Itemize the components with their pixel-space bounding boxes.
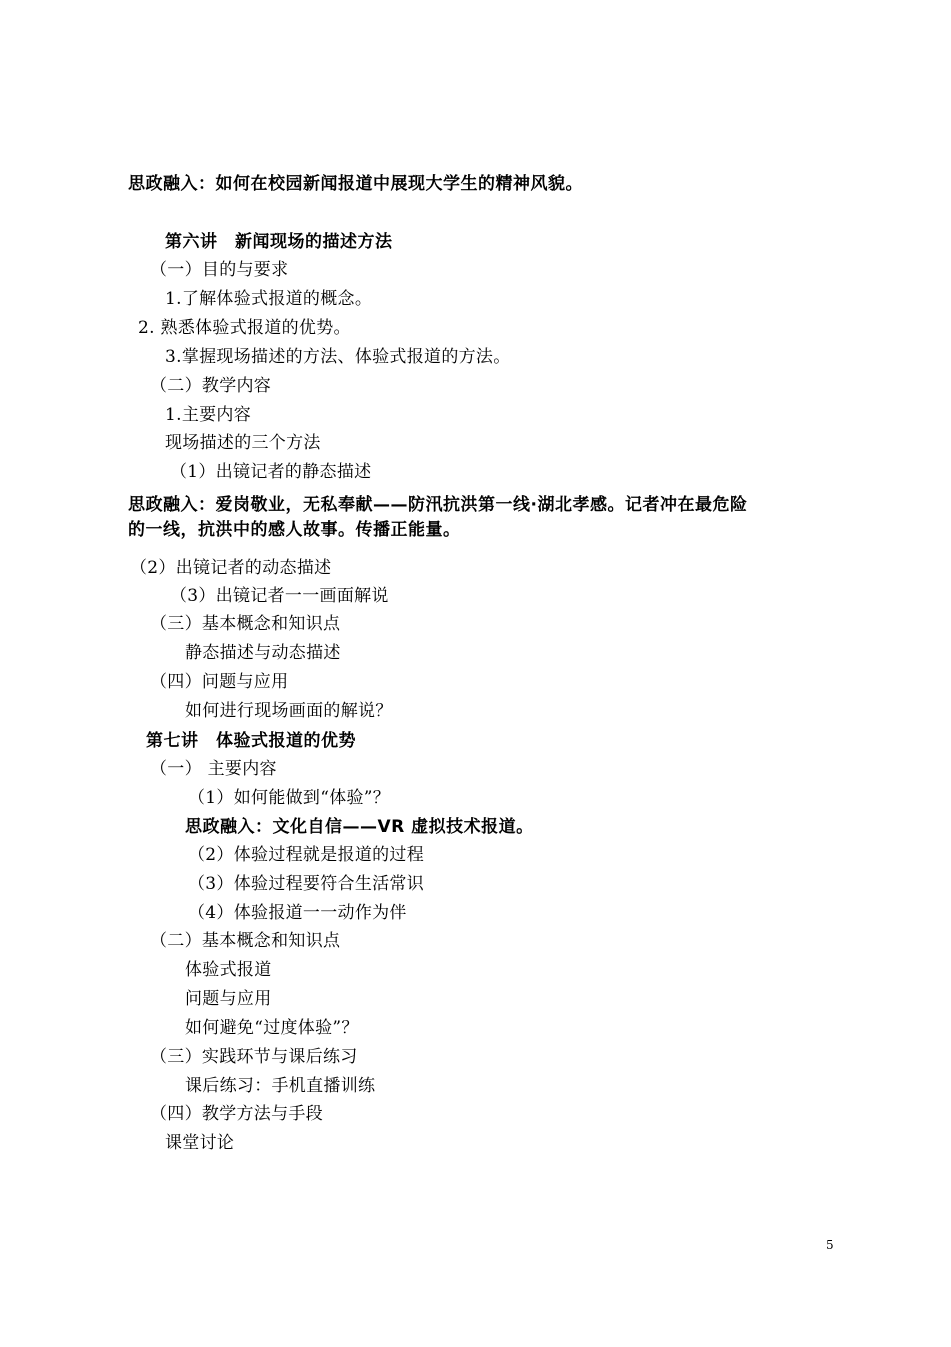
ideology-note-2: 思政融入：爱岗敬业，无私奉献——防汛抗洪第一线·湖北孝感。记者冲在最危险	[128, 495, 748, 515]
section-heading: （二）基本概念和知识点	[150, 931, 341, 951]
ideology-note-3: 思政融入：文化自信——VR 虚拟技术报道。	[185, 817, 534, 837]
list-item: 1.主要内容	[165, 405, 252, 425]
list-item: 3.掌握现场描述的方法、体验式报道的方法。	[165, 347, 511, 367]
section-heading: （四）问题与应用	[150, 672, 289, 692]
section-heading: （一） 主要内容	[150, 759, 277, 779]
list-item: （4）体验报道一一动作为伴	[188, 903, 407, 923]
text-line: 如何进行现场画面的解说？	[185, 701, 393, 721]
section-heading: （一）目的与要求	[150, 260, 289, 280]
list-item: 2. 熟悉体验式报道的优势。	[138, 318, 351, 338]
section-heading: （三）基本概念和知识点	[150, 614, 341, 634]
text-line: 现场描述的三个方法	[165, 433, 321, 453]
list-item: （3）体验过程要符合生活常识	[188, 874, 425, 894]
section-heading: （四）教学方法与手段	[150, 1104, 323, 1124]
lecture-6-title: 第六讲 新闻现场的描述方法	[165, 232, 393, 252]
text-line: 课后练习：手机直播训练	[185, 1076, 376, 1096]
text-line: 如何避免“过度体验”？	[185, 1018, 359, 1038]
list-item: （2）体验过程就是报道的过程	[188, 845, 425, 865]
text-line: 体验式报道	[185, 960, 272, 980]
text-line: 课堂讨论	[165, 1133, 235, 1153]
list-item: （2）出镜记者的动态描述	[130, 558, 332, 578]
text-line: 问题与应用	[185, 989, 272, 1009]
list-item: （3）出镜记者一一画面解说	[170, 586, 389, 606]
page-number: 5	[826, 1238, 834, 1252]
list-item: 1.了解体验式报道的概念。	[165, 289, 373, 309]
ideology-note-1: 思政融入：如何在校园新闻报道中展现大学生的精神风貌。	[128, 174, 583, 194]
section-heading: （三）实践环节与课后练习	[150, 1047, 358, 1067]
ideology-note-2-cont: 的一线，抗洪中的感人故事。传播正能量。	[128, 520, 461, 540]
list-item: （1）如何能做到“体验”？	[188, 788, 391, 808]
section-heading: （二）教学内容	[150, 376, 272, 396]
text-line: 静态描述与动态描述	[185, 643, 341, 663]
lecture-7-title: 第七讲 体验式报道的优势	[146, 731, 356, 751]
list-item: （1）出镜记者的静态描述	[170, 462, 372, 482]
